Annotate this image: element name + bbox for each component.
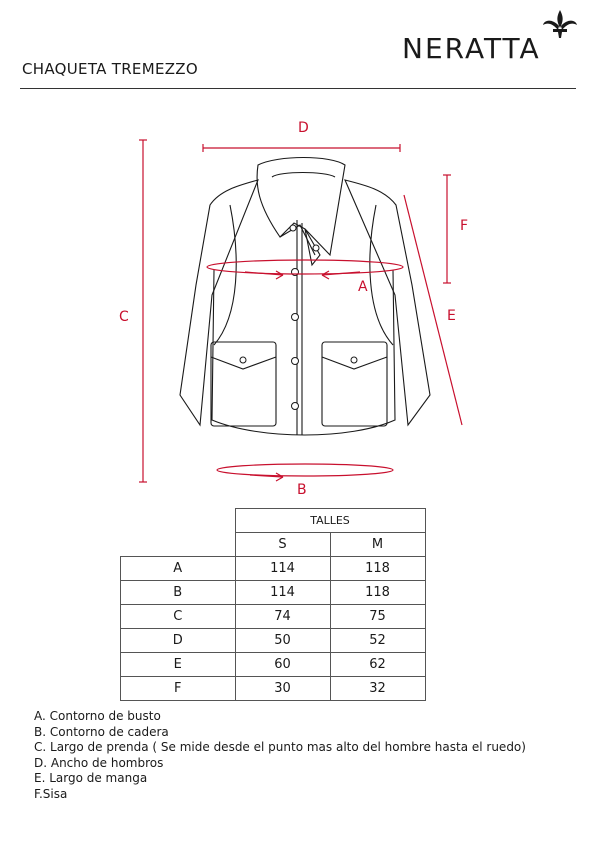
measurement-lines xyxy=(139,140,462,482)
table-row xyxy=(121,677,426,701)
legend-item: C. Largo de prenda ( Se mide desde el punto mas alto del hombre hasta el ruedo) xyxy=(34,740,526,754)
cell-m: 75 xyxy=(330,605,425,629)
label-c: C xyxy=(119,309,129,325)
header-divider xyxy=(20,88,576,89)
legend-item: D. Ancho de hombros xyxy=(34,755,164,770)
label-a: A xyxy=(358,279,368,295)
cell-s: 114 xyxy=(235,581,330,605)
size-table xyxy=(120,508,426,701)
size-col-s: S xyxy=(235,533,330,557)
label-e: E xyxy=(447,308,456,324)
legend-item: F.Sisa xyxy=(34,786,68,801)
cell-s: 30 xyxy=(235,677,330,701)
cell-m: 118 xyxy=(330,557,425,581)
fleur-de-lis-logo-icon xyxy=(540,8,580,40)
table-row xyxy=(121,581,426,605)
legend-item: E. Largo de manga xyxy=(34,771,148,785)
row-label: F xyxy=(121,677,236,701)
jacket-buttons xyxy=(240,225,357,410)
label-f: F xyxy=(460,218,469,234)
table-row xyxy=(121,629,426,653)
row-label: E xyxy=(121,653,236,677)
cell-s: 60 xyxy=(235,653,330,677)
size-table-header: TALLES xyxy=(235,509,425,533)
label-b: B xyxy=(297,482,307,498)
cell-m: 62 xyxy=(330,653,425,677)
legend-item: B. Contorno de cadera xyxy=(34,724,169,739)
table-row xyxy=(121,653,426,677)
row-label: B xyxy=(121,581,236,605)
brand-logo: NERATTA xyxy=(402,32,541,65)
table-row xyxy=(121,557,426,581)
row-label: A xyxy=(121,557,236,581)
table-row xyxy=(121,605,426,629)
cell-s: 114 xyxy=(235,557,330,581)
cell-m: 118 xyxy=(330,581,425,605)
row-label: D xyxy=(121,629,236,653)
row-label: C xyxy=(121,605,236,629)
cell-s: 74 xyxy=(235,605,330,629)
jacket-measurement-diagram xyxy=(0,95,596,505)
cell-s: 50 xyxy=(235,629,330,653)
measurement-legend xyxy=(34,709,526,802)
jacket-drawing xyxy=(180,158,430,436)
label-d: D xyxy=(298,120,309,136)
cell-m: 52 xyxy=(330,629,425,653)
product-title: CHAQUETA TREMEZZO xyxy=(22,60,198,78)
size-col-m: M xyxy=(330,533,425,557)
legend-item: A. Contorno de busto xyxy=(34,709,161,723)
cell-m: 32 xyxy=(330,677,425,701)
